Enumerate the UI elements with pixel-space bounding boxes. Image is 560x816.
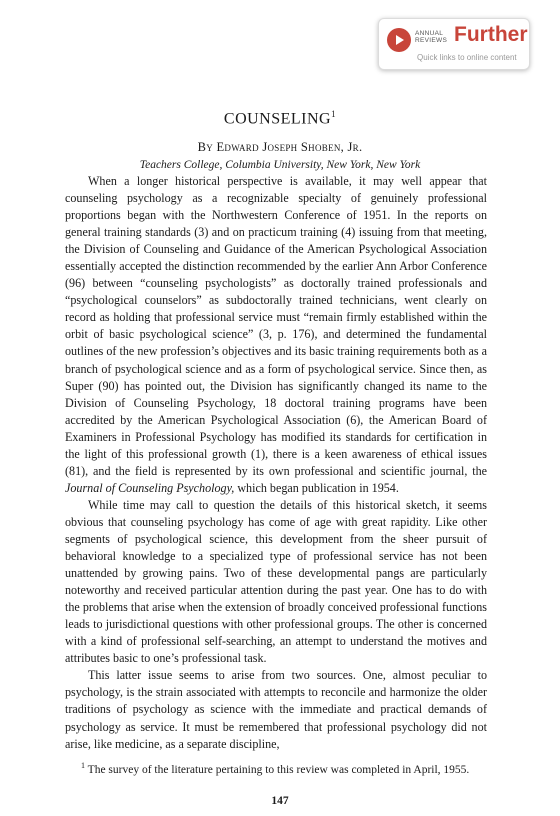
journal-name: Journal of Counseling Psychology, <box>65 480 235 495</box>
footnote <box>65 758 487 778</box>
annual-reviews-logo-icon <box>387 28 411 52</box>
paragraph-3: This latter issue seems to arise from two sources. One, almost peculiar to psychology, is the strain associated with attempts to reconcile and harmonize the older traditions of psychology as science with the immediate and practical demands of psychology as service. It must be remembered that professional psychology did not arise, like medicine, as a separate discipline, <box>65 668 487 751</box>
article-header <box>0 104 560 172</box>
badge-brand: Further <box>454 23 528 46</box>
author-affiliation: Teachers College, Columbia University, New York, New York <box>139 159 421 172</box>
paragraph-1 <box>65 173 487 497</box>
badge-publisher-label <box>415 30 447 44</box>
footnote-text: The survey of the literature pertaining to this review was completed in April, 1955. <box>85 763 470 776</box>
badge-line1: ANNUAL <box>415 30 444 37</box>
badge-line2: REVIEWS <box>415 37 448 44</box>
badge-tagline: Quick links to online content <box>417 53 517 62</box>
paragraph-1-text: When a longer historical perspective is available, it may well appear that counseling psychology as a recognizable specialty of genuinely professional proportions began with the Northwestern Conference of 1951. In the reports on general training standards (3) and on practicum training (4) issuing from that meeting, the Division of Counseling and Guidance of the American Psychological Association essentially accepted the distinction recommended by the earlier Ann Arbor Conference (96) between “counseling psychologists” as doctorally trained professionals and “psychological counselors” as subdoctorally trained technicians, went clearly on record as holding that professional service must “remain firmly established within the orbit of basic psychological science” (3, p. 176), and determined the fundamental outlines of the new profession’s objectives and its basic training requirements both as a branch of psychological science and as a form of psychological service. Since then, as Super (90) has pointed out, the Division has significantly changed its name to the Division of Counseling Psychology, 18 doctoral training programs have been accredited by the American Psychological Association (6), the American Board of Examiners in Professional Psychology has modified its standards for certification in the light of this professional growth (1), there is a keen awareness of ethical issues (81), and the field is represented by its own professional and scientific journal, the <box>65 174 487 478</box>
further-badge[interactable] <box>378 18 530 70</box>
paragraph-2: While time may call to question the details of this historical sketch, it seems obvious that counseling psychology has come of age with great rapidity. Like other segments of psychological science, this development from the sheer pursuit of behavioral knowledge to a specialized type of professional service has not been unattended by growing pains. Two of these developmental pangs are particularly noteworthy and received particular attention during the past year. One has to do with the problems that arise when the extension of broadly conceived professional functions leads to jurisdictional questions with other professional groups. The other is concerned with a kind of professional self-searching, an attempt to understand the motives and attributes basic to one’s professional task. <box>65 497 487 666</box>
article-title <box>0 104 560 129</box>
article-title-text: COUNSELING <box>223 110 332 128</box>
article-author: By Edward Joseph Shoben, Jr. <box>197 140 363 155</box>
footnote-mark: 1 <box>81 761 85 770</box>
page-number: 147 <box>271 795 289 807</box>
paragraph-1-end: which began publication in 1954. <box>234 480 399 495</box>
title-footnote-mark[interactable]: 1 <box>331 109 337 119</box>
article-body <box>65 173 487 753</box>
